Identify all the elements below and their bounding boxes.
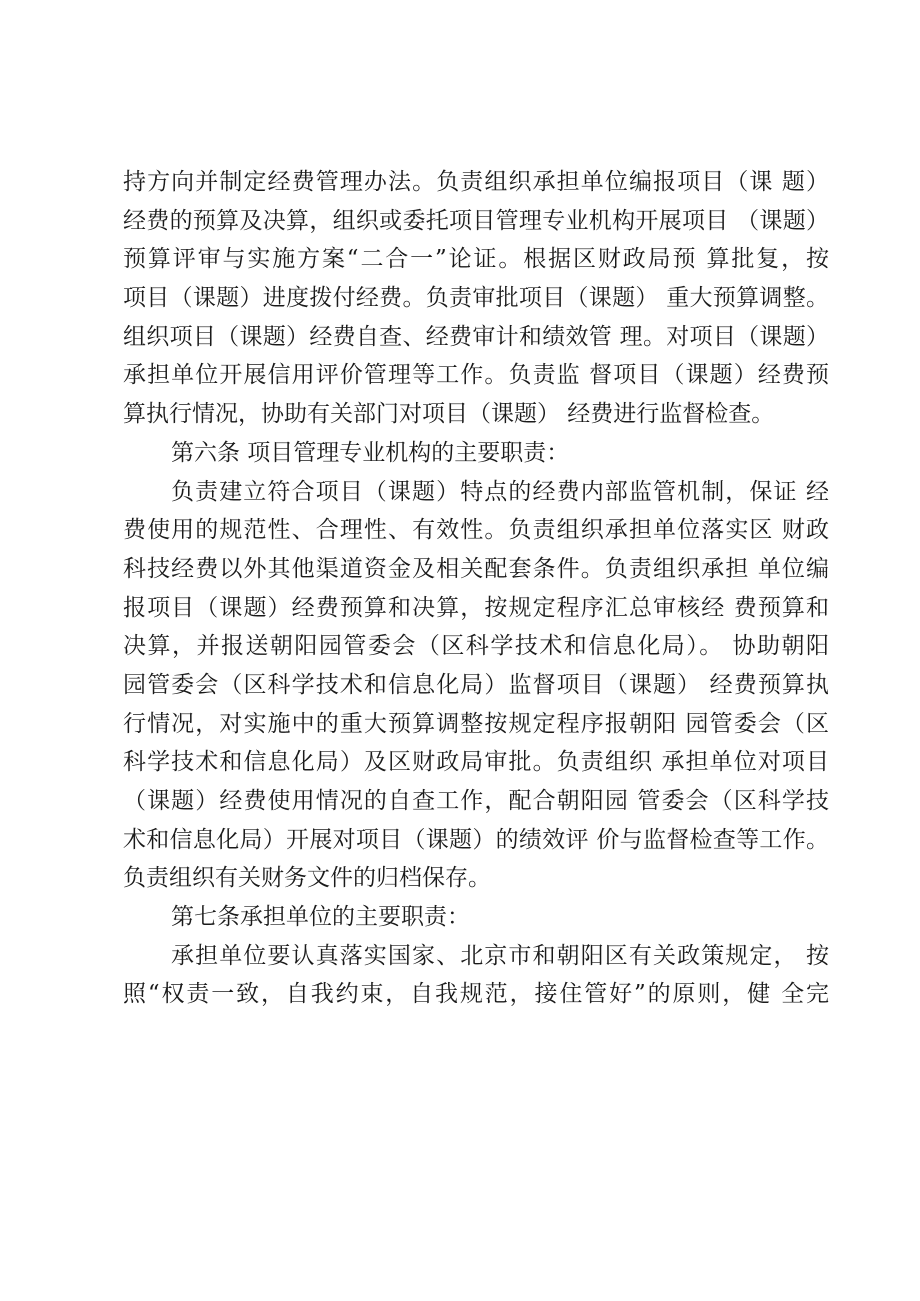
text-line: 经费的预算及决算，组织或委托项目管理专业机构开展项目 （课题）	[123, 207, 829, 234]
text-line: 承担单位开展信用评价管理等工作。负责监 督项目（课题）经费预	[123, 362, 829, 389]
text-line: 决算，并报送朝阳园管委会（区科学技术和信息化局）。 协助朝阳	[123, 633, 829, 660]
text-line: 报项目（课题）经费预算和决算，按规定程序汇总审核经 费预算和	[123, 594, 829, 621]
text-line: 照“权责一致，自我约束，自我规范，接住管好”的原则，健 全完	[123, 981, 829, 1008]
text-line: 科学技术和信息化局）及区财政局审批。负责组织 承担单位对项目	[123, 749, 829, 776]
text-line: 负责组织有关财务文件的归档保存。	[123, 865, 491, 892]
text-line: 承担单位要认真落实国家、北京市和朝阳区有关政策规定， 按	[171, 942, 829, 969]
text-line: 行情况，对实施中的重大预算调整按规定程序报朝阳 园管委会（区	[123, 710, 829, 737]
text-line: （课题）经费使用情况的自查工作，配合朝阳园 管委会（区科学技	[123, 788, 829, 814]
text-line: 第七条承担单位的主要职责：	[171, 904, 470, 931]
text-line: 科技经费以外其他渠道资金及相关配套条件。负责组织承担 单位编	[123, 555, 829, 582]
text-line: 费使用的规范性、合理性、有效性。负责组织承担单位落实区 财政	[123, 517, 829, 544]
text-line: 项目（课题）进度拨付经费。负责审批项目（课题） 重大预算调整。	[123, 285, 829, 312]
text-line: 持方向并制定经费管理办法。负责组织承担单位编报项目（课 题）	[123, 169, 829, 195]
text-line: 园管委会（区科学技术和信息化局）监督项目（课题） 经费预算执	[123, 671, 829, 698]
text-line: 预算评审与实施方案“二合一”论证。根据区财政局预 算批复，按	[123, 246, 829, 273]
text-line: 组织项目（课题）经费自查、经费审计和绩效管 理。对项目（课题）	[123, 323, 829, 350]
text-line: 负责建立符合项目（课题）特点的经费内部监管机制，保证 经	[171, 478, 829, 505]
text-line: 算执行情况，协助有关部门对项目（课题） 经费进行监督检查。	[123, 401, 775, 428]
text-line: 术和信息化局）开展对项目（课题）的绩效评 价与监督检查等工作。	[123, 826, 829, 853]
text-line: 第六条 项目管理专业机构的主要职责：	[171, 439, 570, 466]
document-body	[123, 163, 829, 1014]
